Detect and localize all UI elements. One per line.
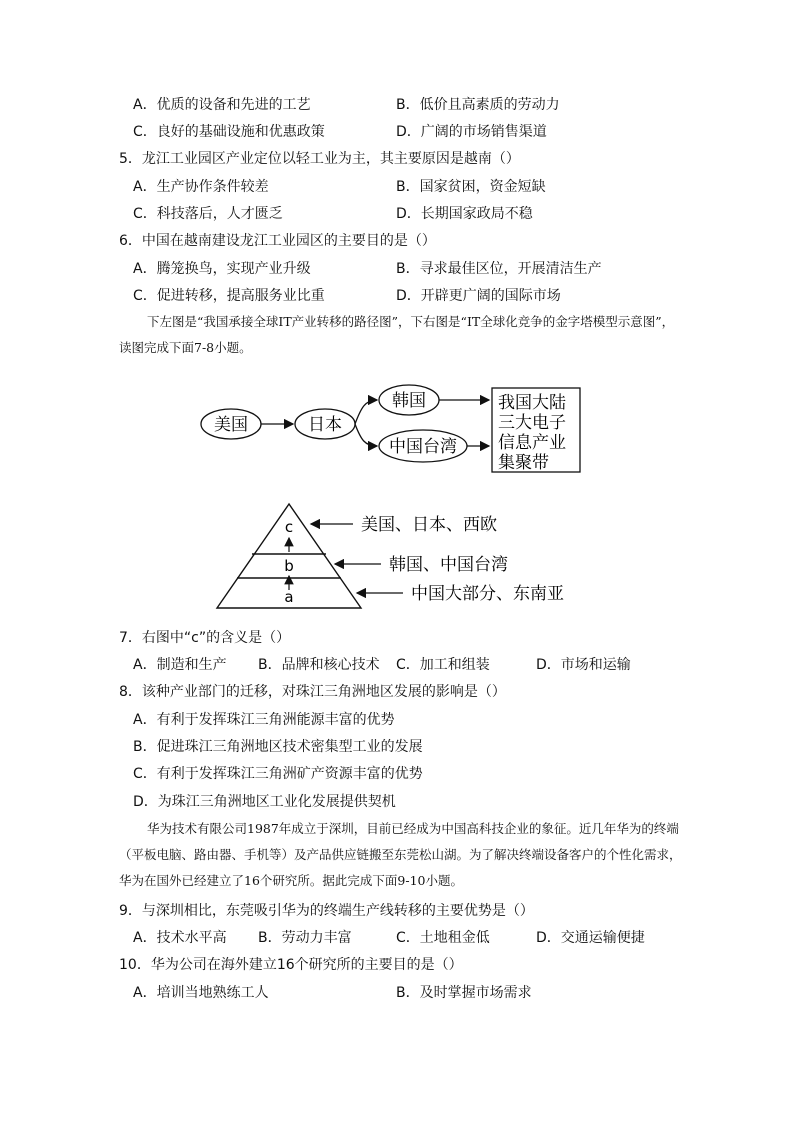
label-c: 美国、日本、西欧	[361, 515, 497, 535]
pyramid-level-b: b	[284, 557, 294, 575]
q10-stem: 10．华为公司在海外建立16个研究所的主要目的是（）	[119, 957, 463, 973]
q8-option-b: B．促进珠江三角洲地区技术密集型工业的发展	[133, 739, 423, 755]
destination-line-2: 三大电子	[498, 413, 566, 433]
q5-option-c: C．科技落后，人才匮乏	[133, 206, 283, 222]
q10-option-a: A．培训当地熟练工人	[133, 985, 269, 1001]
usa-label: 美国	[214, 415, 248, 435]
q4-option-b: B．低价且高素质的劳动力	[396, 97, 560, 113]
q7-option-b: B．品牌和核心技术	[258, 657, 380, 673]
korea-label: 韩国	[392, 391, 426, 411]
q9-option-b: B．劳动力丰富	[258, 930, 352, 946]
q5-stem: 5．龙江工业园区产业定位以轻工业为主，其主要原因是越南（）	[119, 151, 520, 167]
q5-option-d: D．长期国家政局不稳	[396, 206, 533, 222]
q7-option-d: D．市场和运输	[536, 657, 631, 673]
q8-option-a: A．有利于发挥珠江三角洲能源丰富的优势	[133, 712, 395, 728]
q6-option-c: C．促进转移，提高服务业比重	[133, 288, 325, 304]
branch-curve-korea	[355, 400, 377, 424]
it-pyramid-model-diagram	[205, 498, 590, 613]
pyramid-level-c: c	[284, 518, 294, 536]
destination-line-1: 我国大陆	[498, 393, 566, 413]
intro-7-8: 下左图是“我国承接全球IT产业转移的路径图”，下右图是“IT全球化竞争的金字塔模型示意图”，读图完成下面7-8小题。	[119, 314, 675, 355]
branch-curve-taiwan	[355, 424, 377, 446]
q5-option-b: B．国家贫困，资金短缺	[396, 179, 546, 195]
q5-option-a: A．生产协作条件较差	[133, 179, 269, 195]
q4-option-d: D．广阔的市场销售渠道	[396, 124, 547, 140]
q9-option-c: C．土地租金低	[396, 930, 490, 946]
pyramid-level-a: a	[284, 588, 294, 606]
destination-line-4: 集聚带	[498, 453, 549, 473]
q9-stem: 9．与深圳相比，东莞吸引华为的终端生产线转移的主要优势是（）	[119, 903, 534, 919]
q6-option-a: A．腾笼换鸟，实现产业升级	[133, 261, 311, 277]
japan-label: 日本	[308, 415, 342, 435]
q6-option-b: B．寻求最佳区位，开展清洁生产	[396, 261, 602, 277]
q8-stem: 8．该种产业部门的迁移，对珠江三角洲地区发展的影响是（）	[119, 684, 506, 700]
q6-stem: 6．中国在越南建设龙江工业园区的主要目的是（）	[119, 233, 436, 249]
q7-option-c: C．加工和组装	[396, 657, 490, 673]
q4-option-a: A．优质的设备和先进的工艺	[133, 97, 311, 113]
label-b: 韩国、中国台湾	[389, 555, 508, 575]
label-a: 中国大部分、东南亚	[411, 584, 564, 604]
q6-option-d: D．开辟更广阔的国际市场	[396, 288, 561, 304]
destination-line-3: 信息产业	[498, 433, 566, 453]
q8-option-c: C．有利于发挥珠江三角洲矿产资源丰富的优势	[133, 766, 423, 782]
q8-option-d: D．为珠江三角洲地区工业化发展提供契机	[133, 794, 396, 810]
q7-stem: 7．右图中“c”的含义是（）	[119, 630, 291, 646]
taiwan-label: 中国台湾	[389, 437, 457, 457]
q10-option-b: B．及时掌握市场需求	[396, 985, 532, 1001]
q4-option-c: C．良好的基础设施和优惠政策	[133, 124, 325, 140]
q9-option-d: D．交通运输便捷	[536, 930, 645, 946]
intro-9-10: 华为技术有限公司1987年成立于深圳，目前已经成为中国高科技企业的象征。近几年华为的终端（平板电脑、路由器、手机等）及产品供应链搬至东莞松山湖。为了解决终端设备客户的个性化需求，华为在国外已经建立了16个研究所。据此完成下面9-10小题。	[119, 821, 682, 888]
it-transfer-path-diagram	[195, 380, 595, 480]
q9-option-a: A．技术水平高	[133, 930, 227, 946]
q7-option-a: A．制造和生产	[133, 657, 227, 673]
